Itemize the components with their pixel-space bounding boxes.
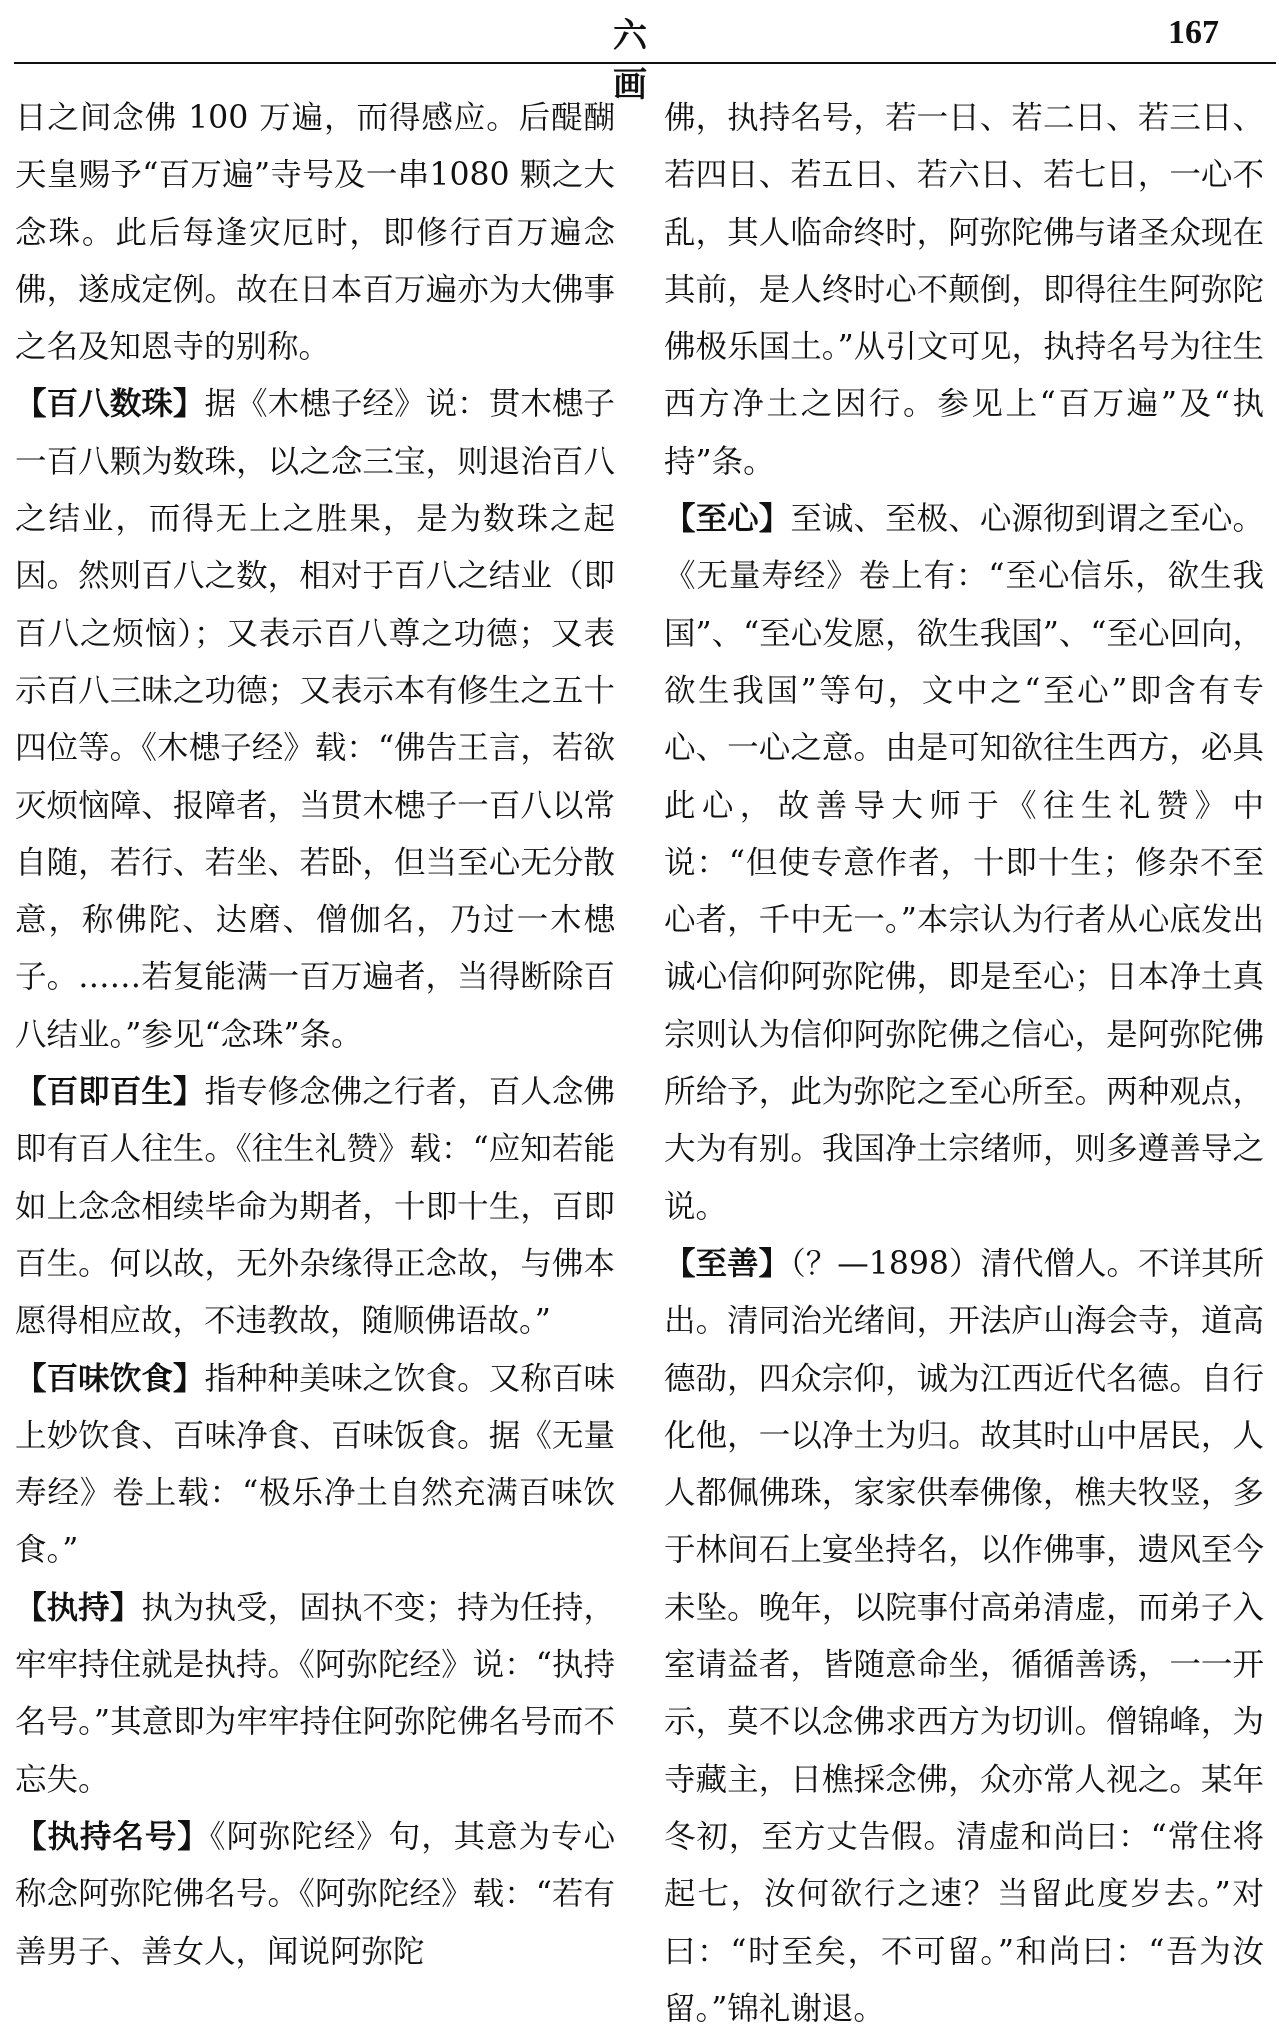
entry-text: 指专修念佛之行者，百人念佛即有百人往生。《往生礼赞》载：“应知若能如上念念相续毕命为期者，十即十生，百即百生。何以故，无外杂缘得正念故，与佛本愿得相应故，不违教故，随顺佛语故。”	[15, 1074, 615, 1340]
entry-text: 至诚、至极、心源彻到谓之至心。《无量寿经》卷上有：“至心信乐，欲生我国”、“至心发愿，欲生我国”、“至心回向，欲生我国”等句，文中之“至心”即含有专心、一心之意。由是可知欲往生西方，必具此心，故善导大师于《往生礼赞》中说：“但使专意作者，十即十生；修杂不至心者，千中无一。”本宗认为行者从心底发出诚心信仰阿弥陀佛，即是至心；日本净土真宗则认为信仰阿弥陀佛之信心，是阿弥陀佛所给予，此为弥陀之至心所至。两种观点，大为有别。我国净土宗绪师，则多遵善导之说。	[664, 501, 1264, 1225]
entry-headword: 【执持】	[15, 1589, 142, 1626]
entry-text: 执为执受，固执不变；持为任持，牢牢持住就是执持。《阿弥陀经》说：“执持名号。”其意即为牢牢持住阿弥陀佛名号而不忘失。	[15, 1589, 615, 1798]
section-title: 六 画	[613, 16, 721, 105]
entry-text: 日之间念佛 100 万遍，而得感应。后醍醐天皇赐予“百万遍”寺号及一串1080 颗之大念珠。此后每逢灾厄时，即修行百万遍念佛，遂成定例。故在日本百万遍亦为大佛事之名及知恩寺的别称。	[15, 100, 615, 366]
entry-headword: 【百味饮食】	[15, 1360, 205, 1397]
entry-headword: 【执持名号】	[15, 1818, 210, 1855]
page-number: 167	[1168, 14, 1219, 51]
entry-baiba-shuzhu	[15, 376, 615, 1064]
entry-zhishan	[664, 1236, 1264, 2038]
entry-text: （？—1898）清代僧人。不详其所出。清同治光绪间，开法庐山海会寺，道高德劭，四众宗仰，诚为江西近代名德。自行化他，一以净土为归。故其时山中居民，人人都佩佛珠，家家供奉佛像，樵夫牧竖，多于林间石上宴坐持名，以作佛事，遗风至今未坠。晚年，以院事付高弟清虚，而弟子入室请益者，皆随意命坐，循循善诱，一一开示，莫不以念佛求西方为切训。僧锦峰，为寺藏主，日樵採念佛，众亦常人视之。某年冬初，至方丈告假。清虚和尚曰：“常住将起七，汝何欲行之速？当留此度岁去。”对曰：“时至矣，不可留。”和尚曰：“吾为汝留。”锦礼谢退。	[664, 1245, 1264, 2027]
entry-continuation-baiwanbian	[15, 90, 615, 376]
entry-headword: 【至善】	[664, 1245, 791, 1282]
entry-text: 据《木槵子经》说：贯木槵子一百八颗为数珠，以之念三宝，则退治百八之结业，而得无上之胜果，是为数珠之起因。然则百八之数，相对于百八之结业（即百八之烦恼）；又表示百八尊之功德；又表示百八三昧之功德；又表示本有修生之五十四位等。《木槵子经》载：“佛告王言，若欲灭烦恼障、报障者，当贯木槵子一百八以常自随，若行、若坐、若卧，但当至心无分散意，称佛陀、达磨、僧伽名，乃过一木槵子。……若复能满一百万遍者，当得断除百八结业。”参见“念珠”条。	[15, 386, 615, 1053]
entry-headword: 【百即百生】	[15, 1074, 205, 1111]
entry-zhichi-minghao	[15, 1809, 615, 1981]
entry-text: 《阿弥陀经》句，其意为专心称念阿弥陀佛名号。《阿弥陀经》载：“若有善男子、善女人，闻说阿弥陀	[15, 1818, 615, 1970]
entry-zhixin	[664, 491, 1264, 1236]
entry-zhichi	[15, 1580, 615, 1809]
entry-headword: 【百八数珠】	[15, 386, 205, 423]
left-column	[15, 90, 615, 1981]
entry-text: 佛，执持名号，若一日、若二日、若三日、若四日、若五日、若六日、若七日，一心不乱，其人临命终时，阿弥陀佛与诸圣众现在其前，是人终时心不颠倒，即得往生阿弥陀佛极乐国土。”从引文可见，执持名号为往生西方净土之因行。参见上“百万遍”及“执持”条。	[664, 100, 1264, 480]
entry-text: 指种种美味之饮食。又称百味上妙饮食、百味净食、百味饭食。据《无量寿经》卷上载：“极乐净土自然充满百味饮食。”	[15, 1360, 615, 1569]
entry-baiji-baisheng	[15, 1064, 615, 1350]
header-rule	[14, 62, 1276, 64]
right-column	[664, 90, 1264, 2038]
entry-headword: 【至心】	[664, 501, 791, 538]
entry-baiwei-yinshi	[15, 1351, 615, 1580]
entry-continuation-zhichi-minghao	[664, 90, 1264, 491]
